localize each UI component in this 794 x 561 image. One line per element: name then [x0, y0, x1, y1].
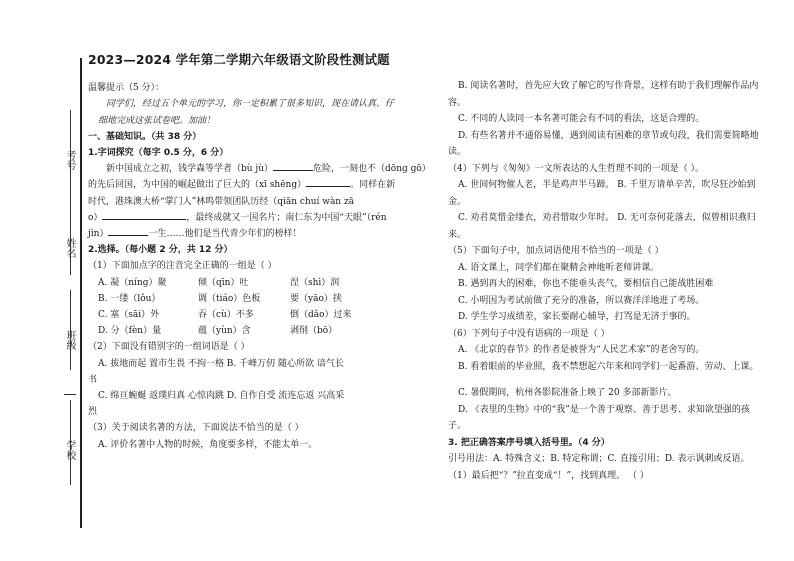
q2-s4-option-cd: C. 劝君莫惜金缕衣，劝君惜取少年时。 D. 无可奈何花落去，似曾相识燕归 — [458, 213, 756, 223]
q2-s3-option-d: D. 有些名著并不通俗易懂，遇到阅读有困难的章节或句段，我们需要简略地 — [458, 130, 759, 141]
q2-sub-4: （4）下列与《匆匆》一文所表达的人生哲理不同的一项是（ ）。 — [448, 163, 705, 174]
q2-s6-option-a: A. 《北京的春节》的作者是被誉为“人民艺术家”的老舍写的。 — [458, 345, 705, 355]
question-1-heading: 1.字词探究（每字 0.5 分，6 分） — [88, 148, 229, 159]
name-rule — [70, 200, 71, 275]
class-label: 班级 — [64, 330, 75, 350]
q2-s3-option-a: A. 评价名著中人物的时候，角度要多样，不能太单一。 — [98, 439, 318, 450]
answer-blank[interactable] — [102, 210, 186, 220]
q2-s2-option-cd: C. 绵亘蜿蜒 返璞归真 心惊肉跳 D. 自作自受 流连忘返 兴高采 — [98, 391, 345, 402]
q2-s1-option-c: C. 塞（sāi）外 吞（cù）不多 倒（dǎo）过来 — [98, 310, 352, 321]
page-title: 2023—2024 学年第二学期六年级语文阶段性测试题 — [88, 52, 390, 67]
quote-usage-legend: 引号用法：A. 特殊含义；B. 特定称谓；C. 直接引用；D. 表示讽刺或反语。 — [448, 454, 750, 464]
answer-blank[interactable] — [273, 161, 313, 171]
reminder-line-2: 细地完成这张试卷吧。加油！ — [98, 115, 216, 126]
q2-sub-1: （1）下面加点字的注音完全正确的一组是（ ） — [88, 261, 277, 272]
q2-s4-option-cd-wrap: 来。 — [448, 229, 467, 240]
q2-s2-option-ab-wrap: 书 — [88, 374, 98, 385]
q2-s2-option-cd-wrap: 烈 — [88, 407, 98, 418]
answer-blank[interactable] — [306, 177, 350, 187]
q2-s6-option-d: D. 《表里的生物》中的“我”是一个善于观察、善于思考、求知欲望强的孩 — [458, 404, 750, 415]
q1-line-3: 时代，港珠澳大桥“掌门人”林鸣带领团队历经（qiān chuí wàn zā — [88, 196, 355, 207]
q1-line-4: o） ，最终成就又一国名片；南仁东为中国“天眼”（rén — [88, 210, 432, 226]
q2-s4-option-ab-wrap: 金。 — [448, 196, 467, 207]
school-label: 学校 — [64, 440, 75, 460]
q2-s6-option-c: C. 暑假期间，杭州各影院准备上映了 20 多部新影片。 — [458, 388, 677, 398]
q2-s5-option-c: C. 小明因为考试前做了充分的准备，所以赛洋洋地进了考场。 — [458, 295, 705, 306]
binding-line — [80, 58, 82, 528]
question-2-heading: 2.选择。（每小题 2 分，共 12 分） — [88, 245, 233, 256]
q2-s3-option-d-wrap: 读。 — [448, 147, 467, 157]
reminder-line-1: 同学们，经过五个单元的学习，你一定积累了很多知识，现在请认真、仔 — [106, 99, 395, 110]
binding-tick — [64, 394, 76, 395]
class-rule — [70, 290, 71, 370]
q3-item-1: （1）最后把“？”拉直变成“！”，找到真理。 （ ） — [448, 470, 649, 481]
spacer — [448, 375, 778, 385]
q2-s1-option-d: D. 分（fèn）量 蕴（yùn）含 剥削（bō） — [98, 326, 338, 337]
q2-s1-option-b: B. 一缕（lǒu） 调（tiáo）色板 要（yāo）挟 — [98, 293, 342, 304]
q2-s2-option-ab: A. 拔地而起 置市生畏 不拘一格 B. 千峰万仞 随心所欲 谙气长 — [98, 358, 344, 369]
q1-line-5: jìn） 一生……他们是当代青少年们的榜样！ — [88, 226, 432, 242]
q2-sub-2: （2）下面没有错别字的一组词语是（ ） — [88, 342, 250, 353]
q2-s5-option-a: A. 语文课上，同学们都在聚精会神地听老师讲课。 — [458, 262, 660, 273]
q2-s3-option-c: C. 不同的人读同一本名著可能会有不同的看法，这是合理的。 — [458, 114, 705, 124]
reminder-heading: 温馨提示（5 分）： — [88, 83, 165, 94]
binding-margin — [0, 0, 86, 561]
q1-line-2: 的先后回国，为中国的崛起做出了巨大的（xī shēng） 。同样在新 — [88, 177, 432, 193]
q2-sub-6: （6）下列句子中没有语病的一项是（ ） — [448, 328, 610, 339]
right-column — [448, 78, 778, 484]
q2-s5-option-d: D. 学生学习成绩差，家长要耐心辅导，打骂是无济于事的。 — [458, 312, 696, 322]
name-label: 姓名 — [64, 238, 75, 258]
answer-blank[interactable] — [108, 226, 148, 236]
school-rule — [70, 400, 71, 485]
q2-s1-option-a: A. 凝（níng）聚 倾（qīn）吐 涅（shì）润 — [98, 277, 340, 288]
q2-s6-option-d-wrap: 子。 — [448, 421, 467, 431]
q2-s3-option-b-wrap: 容。 — [448, 97, 467, 108]
q2-s6-option-b: B. 看着眼前的毕业照，我不禁想起六年来和同学们一起番游、劳动、上课。 — [458, 361, 759, 372]
section-heading: 一、基础知识。（共 38 分） — [88, 131, 202, 142]
exam-number-label: 考号 — [64, 150, 75, 170]
q2-sub-3: （3）关于阅读名著的方法，下面说法不恰当的是（ ） — [88, 423, 304, 434]
q2-s3-option-b: B. 阅读名著时，首先应大致了解它的写作背景，这样有助于我们理解作品内 — [458, 81, 759, 91]
q1-line-1: 新中国成立之初，钱学森等学者（bù jù） 危险，一刻也不（dōng gō） — [88, 161, 432, 177]
left-column — [88, 52, 432, 453]
q2-s5-option-b: B. 遇到再大的困难，你也不能垂头丧气，要相信自己能战胜困难 — [458, 279, 714, 289]
question-3-heading: 3. 把正确答案序号填入括号里。（4 分） — [448, 437, 610, 448]
q2-s4-option-ab: A. 世间何物催人老，半是鸡声半马蹄。 B. 千里万请单辛苦，吹尽狂沙始到 — [458, 180, 756, 190]
q2-sub-5: （5）下面句子中，加点词语使用不恰当的一项是（ ） — [448, 246, 664, 256]
